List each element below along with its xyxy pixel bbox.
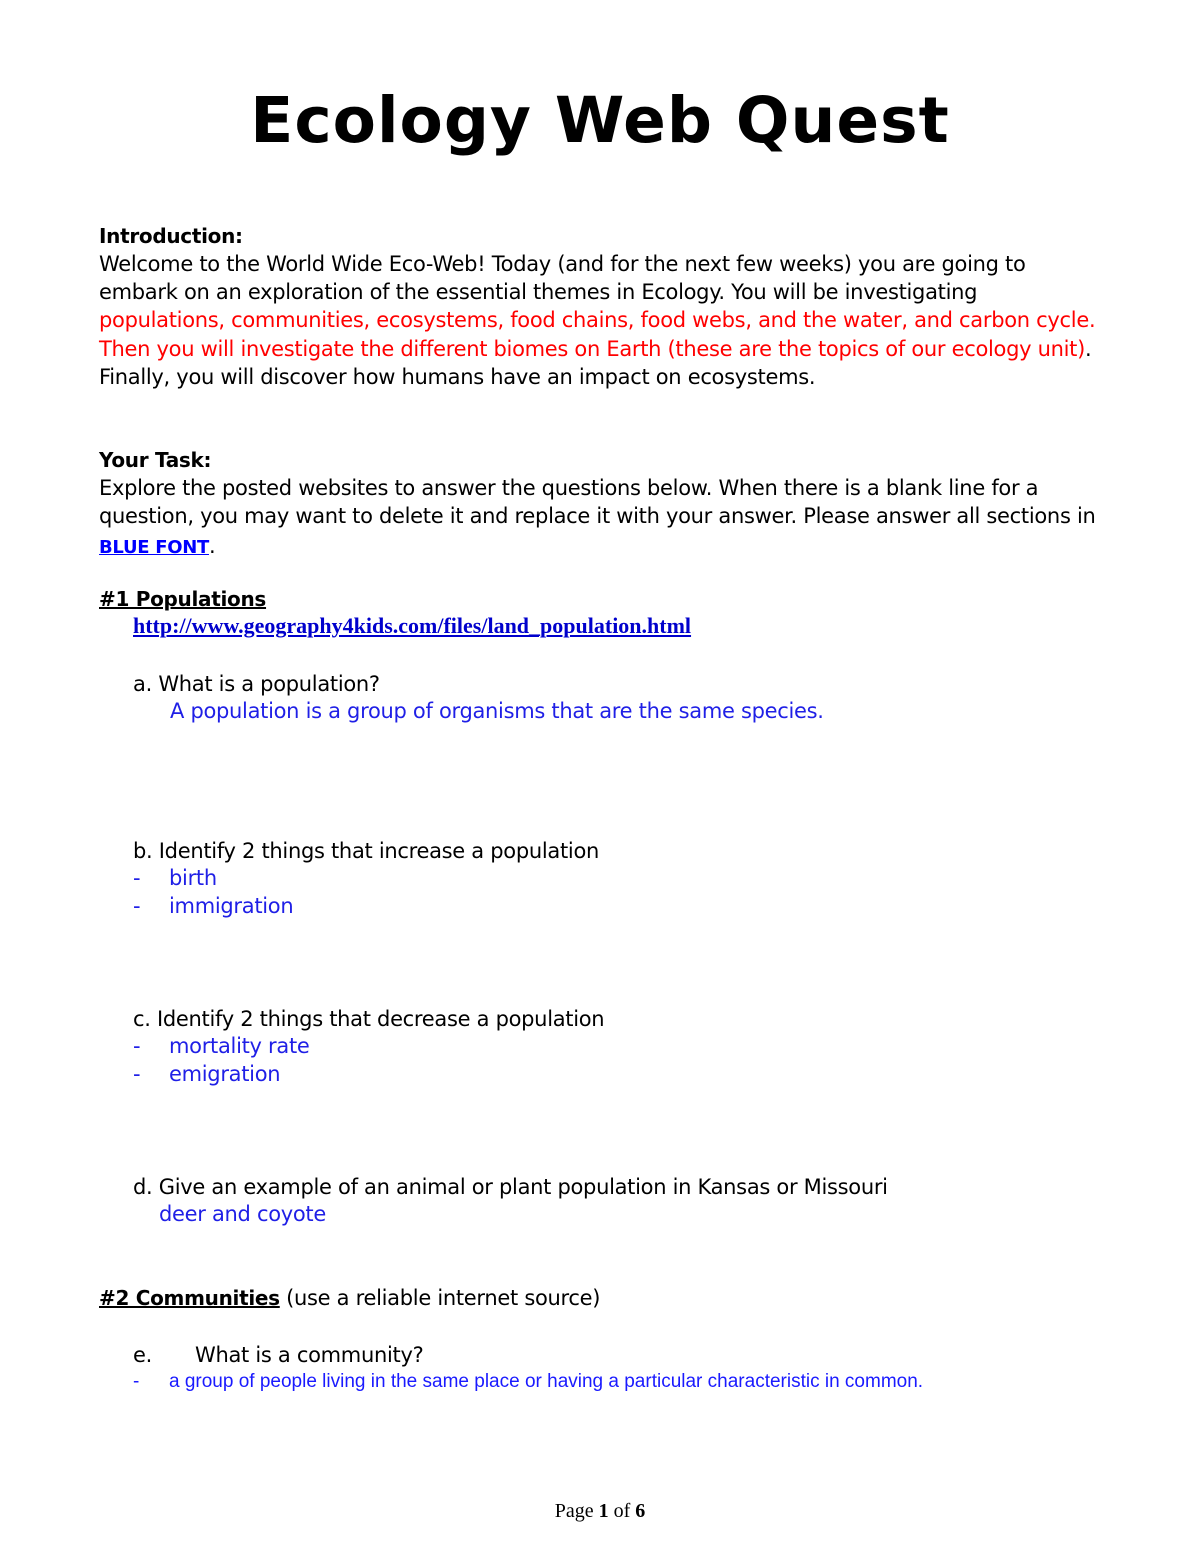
question-e bbox=[133, 1341, 423, 1369]
footer-page-number: 1 bbox=[598, 1500, 609, 1522]
answer-c-1 bbox=[133, 1032, 310, 1060]
section-communities-heading bbox=[99, 1284, 600, 1312]
answer-c-2 bbox=[133, 1060, 280, 1088]
task-text-end: . bbox=[208, 534, 216, 559]
answer-c-1-text: mortality rate bbox=[169, 1034, 310, 1058]
intro-text-end: . Finally, you will discover how humans have an impact on ecosystems. bbox=[99, 336, 1092, 389]
answer-b-1 bbox=[133, 864, 217, 892]
bullet-dash: - bbox=[133, 894, 141, 918]
intro-text: Welcome to the World Wide Eco-Web! Today (and for the next few weeks) you are going to embark on an exploration of the essential themes in Ecology. You will be investigating bbox=[99, 252, 1026, 305]
page-title: Ecology Web Quest bbox=[250, 84, 950, 157]
question-d: d. Give an example of an animal or plant population in Kansas or Missouri bbox=[133, 1175, 888, 1199]
populations-link[interactable]: http://www.geography4kids.com/files/land_population.html bbox=[133, 613, 692, 638]
question-b: b. Identify 2 things that increase a population bbox=[133, 839, 599, 863]
task-text: Explore the posted websites to answer the questions below. When there is a blank line for a question, you may want to delete it and replace it with your answer. Please answer all sections in bbox=[99, 476, 1096, 529]
bullet-dash: - bbox=[133, 1062, 141, 1086]
question-e-label: e. bbox=[133, 1343, 152, 1367]
introduction-heading: Introduction: bbox=[99, 224, 243, 248]
question-e-text: What is a community? bbox=[195, 1343, 424, 1367]
blue-font-label: BLUE FONT bbox=[99, 537, 209, 559]
answer-c-2-text: emigration bbox=[169, 1062, 281, 1086]
footer-page-word: Page bbox=[554, 1500, 599, 1522]
bullet-dash: - bbox=[133, 866, 141, 890]
answer-d: deer and coyote bbox=[159, 1202, 326, 1226]
answer-e-text: a group of people living in the same place or having a particular characteristic in common. bbox=[169, 1371, 924, 1392]
question-c: c. Identify 2 things that decrease a population bbox=[133, 1007, 605, 1031]
answer-b-2 bbox=[133, 892, 293, 920]
answer-b-1-text: birth bbox=[169, 866, 217, 890]
footer-of-word: of bbox=[608, 1500, 636, 1522]
communities-heading-label: #2 Communities bbox=[99, 1286, 280, 1310]
task-paragraph bbox=[99, 474, 1109, 563]
bullet-dash: - bbox=[133, 1034, 141, 1058]
bullet-dash: - bbox=[133, 1371, 140, 1392]
page-footer bbox=[0, 1500, 1200, 1523]
section-populations-heading: #1 Populations bbox=[99, 587, 267, 611]
intro-topics-red: populations, communities, ecosystems, food chains, food webs, and the water, and carbon cycle. Then you will investigate the different biomes on Earth (these are the topics of our ecology unit) bbox=[99, 308, 1096, 361]
footer-page-total: 6 bbox=[635, 1500, 646, 1522]
introduction-paragraph bbox=[99, 250, 1109, 391]
answer-e bbox=[133, 1371, 923, 1393]
answer-b-2-text: immigration bbox=[169, 894, 294, 918]
task-heading: Your Task: bbox=[99, 448, 212, 472]
answer-a: A population is a group of organisms that are the same species. bbox=[170, 699, 824, 723]
communities-heading-note: (use a reliable internet source) bbox=[279, 1286, 601, 1310]
question-a: a. What is a population? bbox=[133, 672, 380, 696]
